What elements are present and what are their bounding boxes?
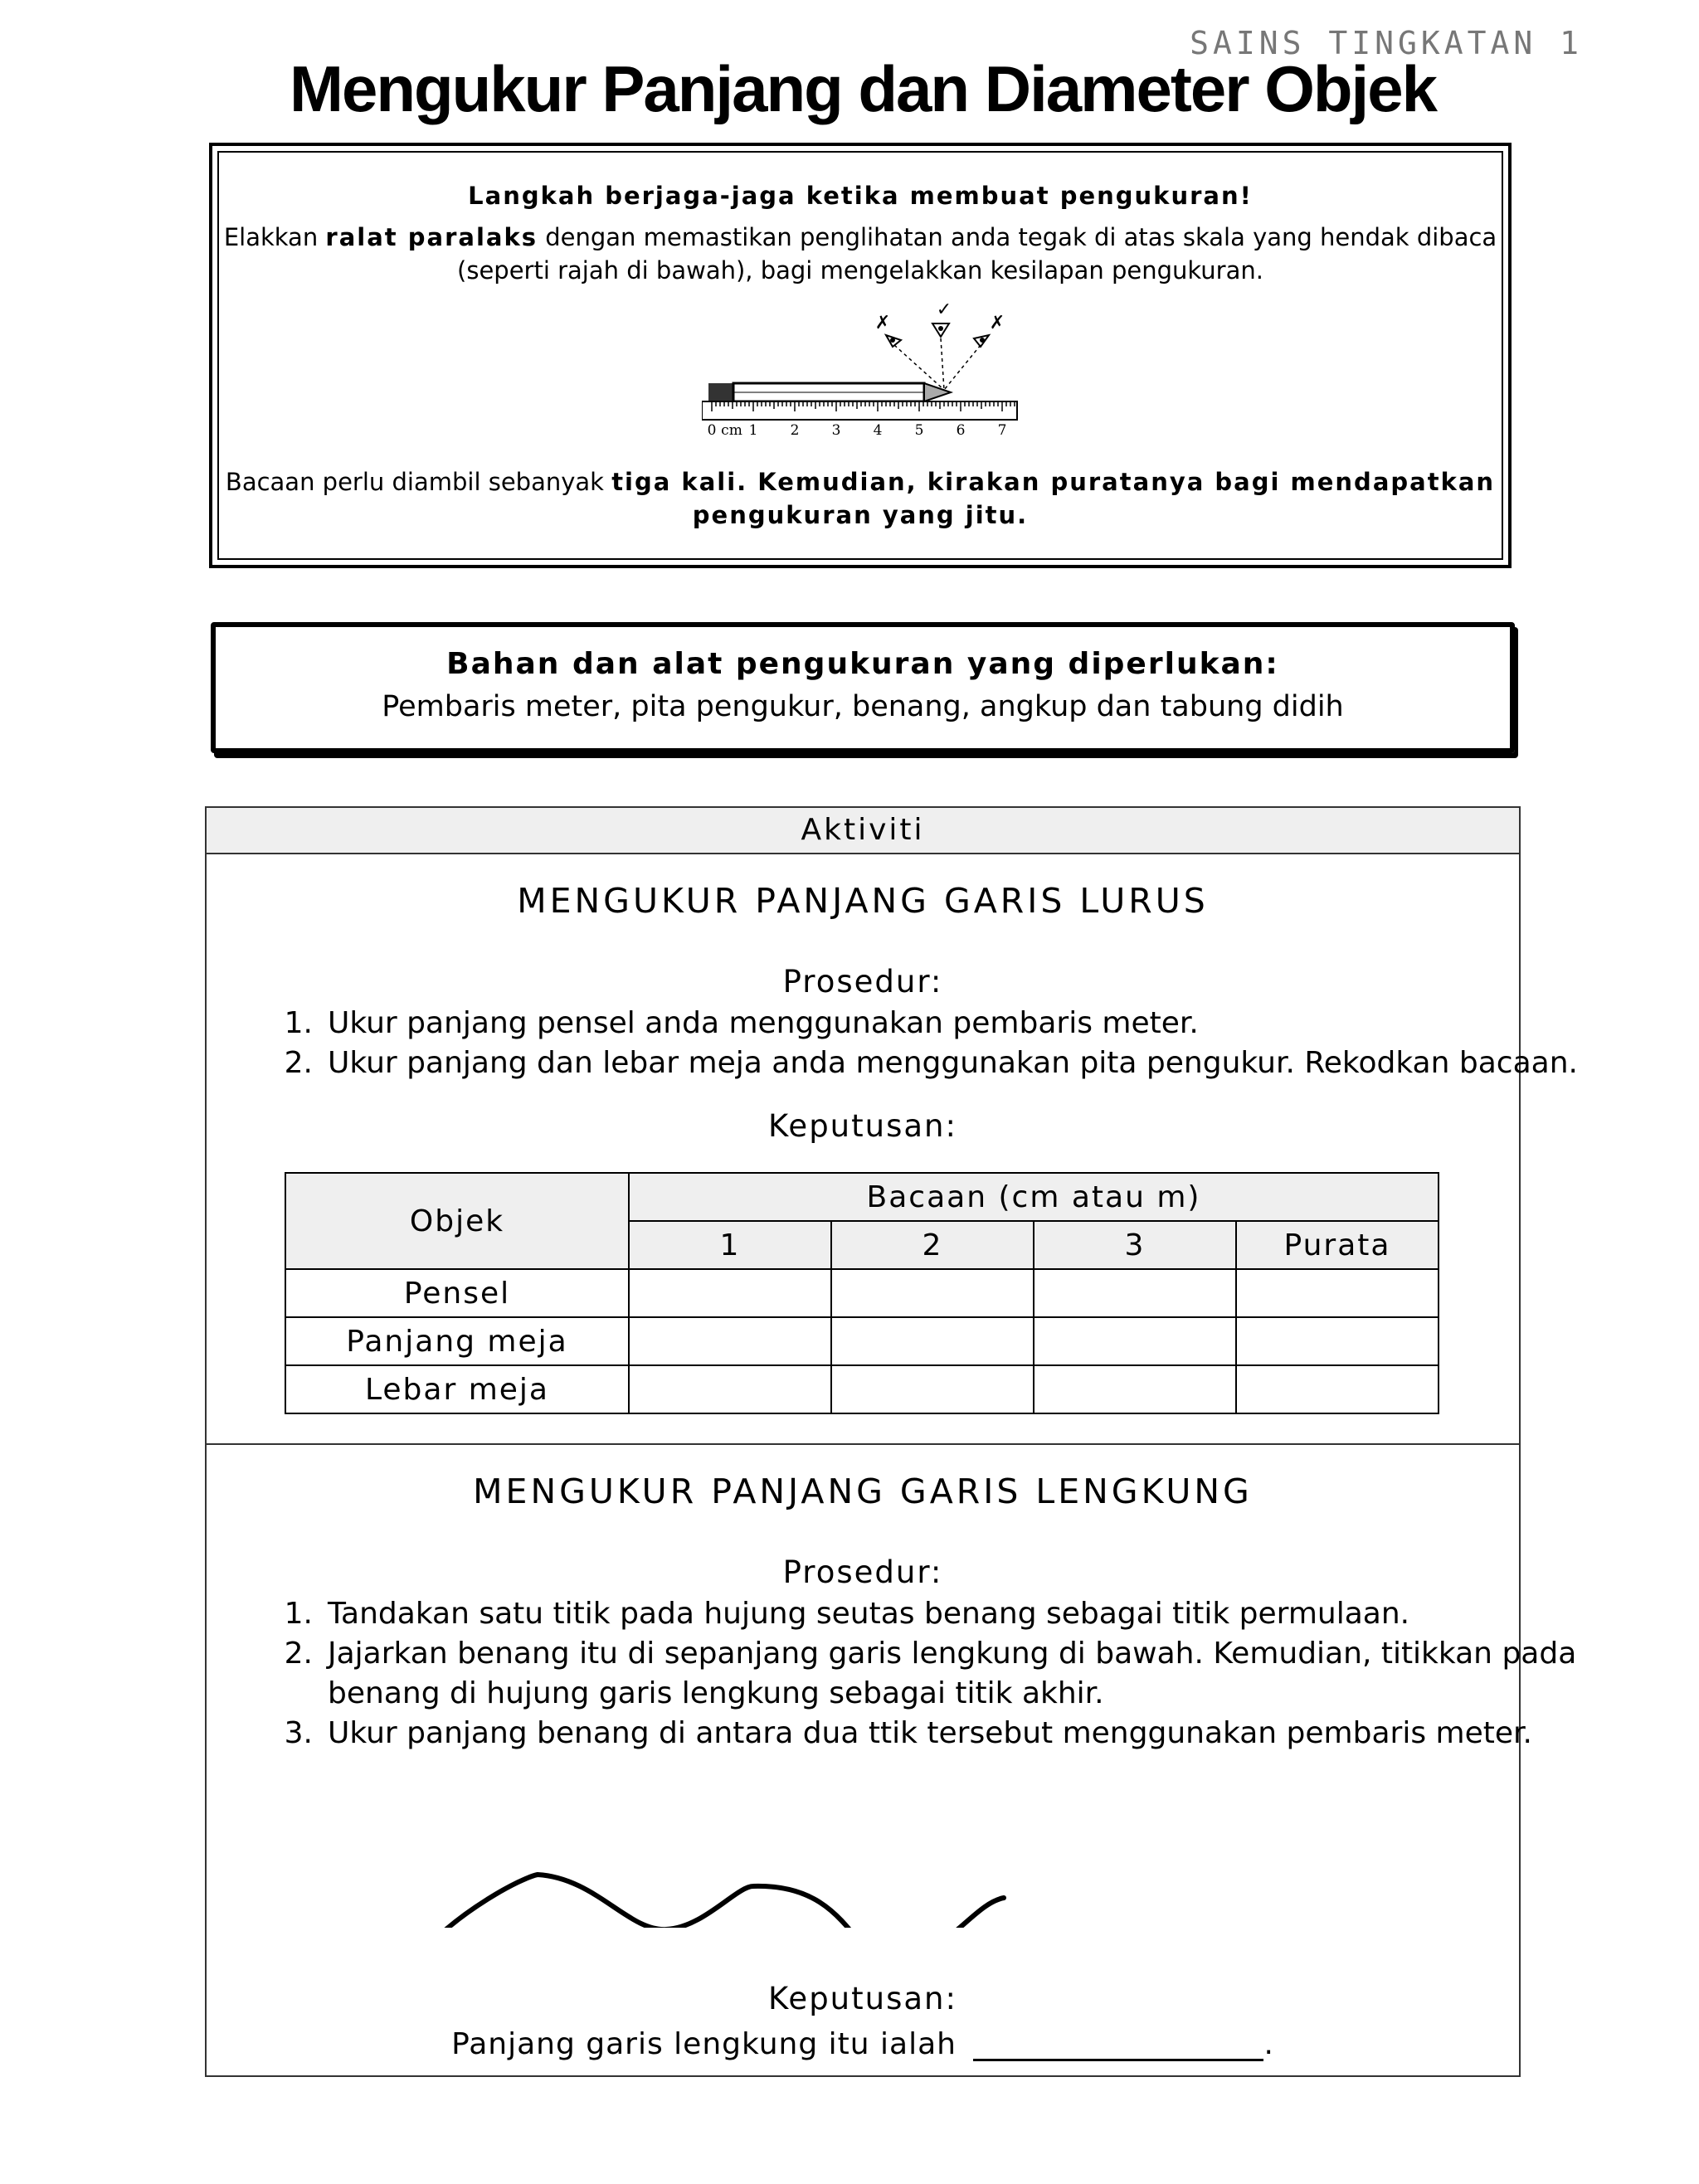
table-cell[interactable] bbox=[1034, 1317, 1236, 1365]
ruler-label: 4 bbox=[873, 422, 883, 436]
materials-box bbox=[211, 622, 1515, 753]
ruler-label: 1 bbox=[748, 422, 758, 436]
step-text: Ukur panjang benang di antara dua ttik tersebut menggunakan pembaris meter. bbox=[328, 1716, 1532, 1750]
step-text: Ukur panjang dan lebar meja anda menggunakan pita pengukur. Rekodkan bacaan. bbox=[328, 1046, 1578, 1080]
step-number: 3. bbox=[284, 1716, 313, 1750]
table-col-1: 1 bbox=[629, 1221, 831, 1269]
section-divider bbox=[207, 1443, 1519, 1445]
section-2-result-label: Keputusan: bbox=[768, 1981, 957, 2016]
page-title: Mengukur Panjang dan Diameter Objek bbox=[290, 52, 1436, 125]
section-2-procedure-label: Prosedur: bbox=[782, 1554, 943, 1590]
row-label: Pensel bbox=[285, 1269, 629, 1317]
activity-header: Aktiviti bbox=[207, 808, 1519, 854]
ruler-label: cm bbox=[721, 422, 742, 436]
table-cell[interactable] bbox=[629, 1365, 831, 1413]
row-label: Lebar meja bbox=[285, 1365, 629, 1413]
step-text: Tandakan satu titik pada hujung seutas benang sebagai titik permulaan. bbox=[328, 1597, 1410, 1631]
para1-bold: ralat paralaks bbox=[325, 223, 538, 251]
pencil-body bbox=[733, 383, 924, 401]
table-cell[interactable] bbox=[629, 1317, 831, 1365]
step-text-continued: benang di hujung garis lengkung sebagai titik akhir. bbox=[328, 1676, 1104, 1710]
answer-text: Panjang garis lengkung itu ialah bbox=[451, 2027, 957, 2061]
curve-length-answer bbox=[207, 2027, 1519, 2061]
para2-bold-line1: tiga kali. Kemudian, kirakan puratanya bagi mendapatkan bbox=[611, 468, 1496, 496]
eye-right-icon bbox=[974, 335, 989, 347]
answer-end: . bbox=[1263, 2027, 1274, 2061]
sight-line-right bbox=[944, 345, 981, 390]
step-number: 2. bbox=[284, 1046, 313, 1080]
activity-panel bbox=[205, 806, 1578, 2077]
subject-label: SAINS TINGKATAN 1 bbox=[1190, 25, 1583, 61]
table-col-3: 3 bbox=[1034, 1221, 1236, 1269]
precaution-paragraph-2 bbox=[212, 465, 1508, 532]
answer-blank[interactable] bbox=[973, 2031, 1263, 2061]
reading-table bbox=[285, 1172, 1439, 1414]
table-cell[interactable] bbox=[831, 1269, 1034, 1317]
step-text: Ukur panjang pensel anda menggunakan pembaris meter. bbox=[328, 1006, 1199, 1040]
precaution-heading: Langkah berjaga-jaga ketika membuat pengukuran! bbox=[468, 182, 1253, 210]
section-1-procedure-label: Prosedur: bbox=[782, 964, 943, 1000]
table-row bbox=[285, 1269, 1439, 1317]
materials-heading: Bahan dan alat pengukuran yang diperlukan: bbox=[446, 647, 1279, 681]
eye-left-icon bbox=[886, 335, 901, 347]
table-row bbox=[285, 1365, 1439, 1413]
curve-path bbox=[421, 1875, 1004, 1928]
step-number: 2. bbox=[284, 1637, 313, 1671]
curved-line bbox=[389, 1762, 1385, 1928]
sight-line-center bbox=[941, 338, 944, 390]
table-cell[interactable] bbox=[629, 1269, 831, 1317]
ruler bbox=[702, 401, 1017, 420]
materials-list: Pembaris meter, pita pengukur, benang, angkup dan tabung didih bbox=[382, 690, 1344, 723]
ruler-label: 5 bbox=[914, 422, 924, 436]
parallax-diagram bbox=[702, 304, 1083, 436]
table-cell[interactable] bbox=[1236, 1365, 1439, 1413]
ruler-label: 3 bbox=[831, 422, 841, 436]
mark-correct: ✓ bbox=[936, 304, 952, 320]
precaution-box bbox=[209, 143, 1512, 568]
step-text: Jajarkan benang itu di sepanjang garis lengkung di bawah. Kemudian, titikkan pada bbox=[328, 1637, 1577, 1671]
ruler-label: 6 bbox=[956, 422, 966, 436]
table-cell[interactable] bbox=[1236, 1269, 1439, 1317]
pencil-eraser bbox=[708, 383, 733, 401]
section-2-title: MENGUKUR PANJANG GARIS LENGKUNG bbox=[473, 1471, 1253, 1511]
ruler-label: 0 bbox=[707, 422, 717, 436]
para2-pre: Bacaan perlu diambil sebanyak bbox=[225, 468, 612, 496]
table-cell[interactable] bbox=[1034, 1365, 1236, 1413]
section-2-step-2 bbox=[265, 1634, 1576, 1714]
para1-pre: Elakkan bbox=[223, 223, 326, 251]
pencil-tip bbox=[924, 383, 951, 401]
step-number: 1. bbox=[284, 1597, 313, 1631]
table-row bbox=[285, 1317, 1439, 1365]
ruler-label: 2 bbox=[790, 422, 800, 436]
table-col-average: Purata bbox=[1236, 1221, 1439, 1269]
row-label: Panjang meja bbox=[285, 1317, 629, 1365]
sight-line-left bbox=[894, 345, 944, 390]
table-header-reading: Bacaan (cm atau m) bbox=[629, 1173, 1439, 1221]
table-cell[interactable] bbox=[831, 1317, 1034, 1365]
ruler-label: 7 bbox=[997, 422, 1007, 436]
section-1-result-label: Keputusan: bbox=[768, 1108, 957, 1144]
para2-bold-line2: pengukuran yang jitu. bbox=[692, 501, 1029, 529]
mark-wrong-right: ✗ bbox=[989, 313, 1005, 333]
table-header-object: Objek bbox=[285, 1173, 629, 1269]
table-col-2: 2 bbox=[831, 1221, 1034, 1269]
para1-post: dengan memastikan penglihatan anda tegak di atas skala yang hendak dibaca bbox=[538, 223, 1497, 251]
section-2-step-3 bbox=[265, 1714, 1532, 1754]
mark-wrong-left: ✗ bbox=[874, 313, 891, 333]
section-1-step-1 bbox=[265, 1004, 1199, 1043]
eye-center-icon bbox=[932, 323, 949, 337]
step-number: 1. bbox=[284, 1006, 313, 1040]
section-1-title: MENGUKUR PANJANG GARIS LURUS bbox=[517, 881, 1209, 921]
section-1-step-2 bbox=[265, 1043, 1578, 1083]
table-cell[interactable] bbox=[1034, 1269, 1236, 1317]
table-cell[interactable] bbox=[831, 1365, 1034, 1413]
section-2-step-1 bbox=[265, 1594, 1409, 1634]
table-cell[interactable] bbox=[1236, 1317, 1439, 1365]
para1-line2: (seperti rajah di bawah), bagi mengelakkan kesilapan pengukuran. bbox=[457, 256, 1263, 285]
precaution-paragraph-1 bbox=[212, 221, 1508, 287]
